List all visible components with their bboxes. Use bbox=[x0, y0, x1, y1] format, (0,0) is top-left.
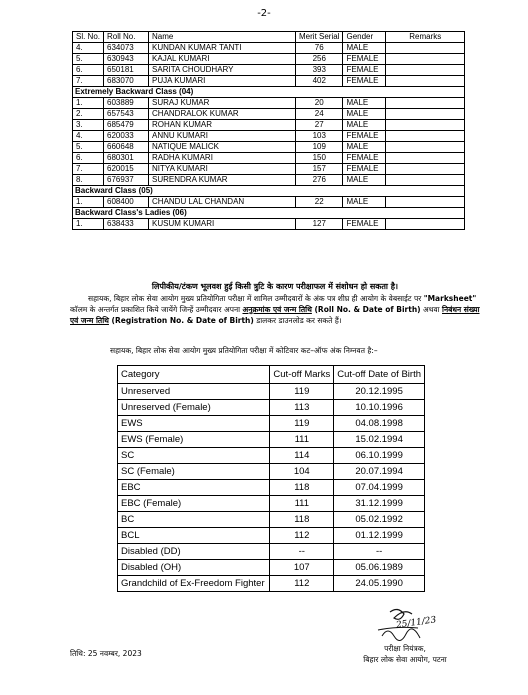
header-name: Name bbox=[149, 32, 296, 43]
header-roll: Roll No. bbox=[104, 32, 149, 43]
cutoff-cell-marks: 119 bbox=[270, 384, 334, 400]
cell-remarks bbox=[386, 120, 465, 131]
para1-part-f: अथवा bbox=[420, 305, 442, 314]
cell-roll: 630943 bbox=[104, 54, 149, 65]
cutoff-cell-dob: 05.02.1992 bbox=[334, 512, 425, 528]
cell-gender: FEMALE bbox=[343, 76, 386, 87]
cutoff-cell-marks: 111 bbox=[270, 496, 334, 512]
table-row bbox=[73, 76, 465, 87]
cell-remarks bbox=[386, 197, 465, 208]
cutoff-cell-category: EWS bbox=[118, 416, 270, 432]
cell-remarks bbox=[386, 153, 465, 164]
table-row bbox=[73, 131, 465, 142]
cell-gender: MALE bbox=[343, 109, 386, 120]
cutoff-cell-category: Disabled (DD) bbox=[118, 544, 270, 560]
cell-roll: 685479 bbox=[104, 120, 149, 131]
cell-remarks bbox=[386, 142, 465, 153]
cell-name: NATIQUE MALICK bbox=[149, 142, 296, 153]
cell-merit: 76 bbox=[296, 43, 343, 54]
cell-roll: 634073 bbox=[104, 43, 149, 54]
cutoff-cell-dob: 07.04.1999 bbox=[334, 480, 425, 496]
table-row bbox=[73, 153, 465, 164]
table-row bbox=[73, 54, 465, 65]
cell-remarks bbox=[386, 109, 465, 120]
cell-roll: 608400 bbox=[104, 197, 149, 208]
cutoff-row bbox=[118, 560, 425, 576]
cutoff-cell-marks: 119 bbox=[270, 416, 334, 432]
cutoff-row bbox=[118, 496, 425, 512]
cell-name: KAJAL KUMARI bbox=[149, 54, 296, 65]
para1-part-c: कॉलम के अन्तर्गत प्रकाशित किये जायेंगे जिन्हें उम्मीदवार अपना bbox=[70, 305, 243, 314]
cell-name: SURAJ KUMAR bbox=[149, 98, 296, 109]
cell-roll: 638433 bbox=[104, 219, 149, 230]
header-remarks: Remarks bbox=[386, 32, 465, 43]
cell-gender: FEMALE bbox=[343, 65, 386, 76]
cutoff-cell-dob: -- bbox=[334, 544, 425, 560]
cutoff-row bbox=[118, 544, 425, 560]
cell-remarks bbox=[386, 164, 465, 175]
cutoff-row bbox=[118, 384, 425, 400]
cell-roll: 620015 bbox=[104, 164, 149, 175]
issue-date: तिथि: 25 नवम्बर, 2023 bbox=[70, 649, 142, 658]
cutoff-cell-dob: 15.02.1994 bbox=[334, 432, 425, 448]
notes-paragraph-1 bbox=[70, 293, 480, 326]
section-row bbox=[73, 87, 465, 98]
section-heading: Backward Class's Ladies (06) bbox=[73, 208, 465, 219]
section-row bbox=[73, 208, 465, 219]
cell-name: CHANDRALOK KUMAR bbox=[149, 109, 296, 120]
cell-roll: 657543 bbox=[104, 109, 149, 120]
cell-sl: 4. bbox=[73, 43, 104, 54]
cutoff-cell-dob: 01.12.1999 bbox=[334, 528, 425, 544]
cell-gender: FEMALE bbox=[343, 131, 386, 142]
cutoff-row bbox=[118, 576, 425, 592]
section-heading: Backward Class (05) bbox=[73, 186, 465, 197]
para1-reg-dob-en: (Registration No. & Date of Birth) bbox=[108, 316, 254, 325]
cell-sl: 1. bbox=[73, 98, 104, 109]
cell-remarks bbox=[386, 219, 465, 230]
cell-gender: MALE bbox=[343, 175, 386, 186]
cell-roll: 676937 bbox=[104, 175, 149, 186]
cell-remarks bbox=[386, 175, 465, 186]
cutoff-cell-category: Disabled (OH) bbox=[118, 560, 270, 576]
cell-merit: 157 bbox=[296, 164, 343, 175]
cutoff-cell-dob: 05.06.1989 bbox=[334, 560, 425, 576]
table-row bbox=[73, 43, 465, 54]
cutoff-header-row bbox=[118, 366, 425, 384]
cutoff-cell-marks: 107 bbox=[270, 560, 334, 576]
cell-sl: 8. bbox=[73, 175, 104, 186]
cell-roll: 650181 bbox=[104, 65, 149, 76]
candidates-table bbox=[72, 31, 465, 230]
cell-gender: FEMALE bbox=[343, 153, 386, 164]
cell-merit: 20 bbox=[296, 98, 343, 109]
cutoff-row bbox=[118, 432, 425, 448]
cell-gender: MALE bbox=[343, 197, 386, 208]
cell-gender: FEMALE bbox=[343, 54, 386, 65]
cell-name: NITYA KUMARI bbox=[149, 164, 296, 175]
cell-gender: MALE bbox=[343, 98, 386, 109]
cutoff-cell-marks: 112 bbox=[270, 576, 334, 592]
cutoff-cell-dob: 04.08.1998 bbox=[334, 416, 425, 432]
table-row bbox=[73, 65, 465, 76]
cell-sl: 1. bbox=[73, 219, 104, 230]
cell-merit: 22 bbox=[296, 197, 343, 208]
cutoff-row bbox=[118, 512, 425, 528]
cutoff-cell-marks: 111 bbox=[270, 432, 334, 448]
cell-merit: 109 bbox=[296, 142, 343, 153]
cell-sl: 5. bbox=[73, 142, 104, 153]
cell-merit: 393 bbox=[296, 65, 343, 76]
cutoff-cell-category: SC (Female) bbox=[118, 464, 270, 480]
cell-roll: 660648 bbox=[104, 142, 149, 153]
cell-name: CHANDU LAL CHANDAN bbox=[149, 197, 296, 208]
cell-sl: 7. bbox=[73, 164, 104, 175]
cutoff-row bbox=[118, 464, 425, 480]
cell-sl: 6. bbox=[73, 153, 104, 164]
cutoff-cell-marks: 118 bbox=[270, 480, 334, 496]
cell-sl: 5. bbox=[73, 54, 104, 65]
section-heading: Extremely Backward Class (04) bbox=[73, 87, 465, 98]
cutoff-cell-dob: 10.10.1996 bbox=[334, 400, 425, 416]
cutoff-cell-marks: 112 bbox=[270, 528, 334, 544]
cutoff-cell-category: BCL bbox=[118, 528, 270, 544]
cutoff-row bbox=[118, 528, 425, 544]
cutoff-cell-category: EBC (Female) bbox=[118, 496, 270, 512]
cell-name: SARITA CHOUDHARY bbox=[149, 65, 296, 76]
para1-part-i: डालकर डाउनलोड कर सकते हैं। bbox=[253, 316, 342, 325]
cutoff-cell-category: Grandchild of Ex-Freedom Fighter bbox=[118, 576, 270, 592]
cell-sl: 1. bbox=[73, 197, 104, 208]
cell-merit: 27 bbox=[296, 120, 343, 131]
cell-sl: 6. bbox=[73, 65, 104, 76]
cutoff-cell-category: Unreserved bbox=[118, 384, 270, 400]
section-row bbox=[73, 186, 465, 197]
cell-roll: 603889 bbox=[104, 98, 149, 109]
cutoff-cell-dob: 31.12.1999 bbox=[334, 496, 425, 512]
cutoff-cell-dob: 06.10.1999 bbox=[334, 448, 425, 464]
table-row bbox=[73, 175, 465, 186]
cutoff-cell-dob: 20.07.1994 bbox=[334, 464, 425, 480]
cell-name: PUJA KUMARI bbox=[149, 76, 296, 87]
cell-sl: 2. bbox=[73, 109, 104, 120]
cell-merit: 276 bbox=[296, 175, 343, 186]
cell-gender: MALE bbox=[343, 142, 386, 153]
cutoff-header-dob: Cut-off Date of Birth bbox=[334, 366, 425, 384]
cell-gender: FEMALE bbox=[343, 164, 386, 175]
cell-roll: 680301 bbox=[104, 153, 149, 164]
cell-merit: 103 bbox=[296, 131, 343, 142]
cutoff-cell-marks: 118 bbox=[270, 512, 334, 528]
cell-merit: 150 bbox=[296, 153, 343, 164]
cell-roll: 683070 bbox=[104, 76, 149, 87]
table-row bbox=[73, 197, 465, 208]
cell-name: SURENDRA KUMAR bbox=[149, 175, 296, 186]
header-merit: Merit Serial bbox=[296, 32, 343, 43]
cell-sl: 4. bbox=[73, 131, 104, 142]
table-header-row bbox=[73, 32, 465, 43]
table-row bbox=[73, 164, 465, 175]
cell-name: ROHAN KUMAR bbox=[149, 120, 296, 131]
cell-sl: 3. bbox=[73, 120, 104, 131]
table-row bbox=[73, 109, 465, 120]
cutoff-header-category: Category bbox=[118, 366, 270, 384]
cutoff-cell-marks: 113 bbox=[270, 400, 334, 416]
cutoff-cell-marks: -- bbox=[270, 544, 334, 560]
cell-merit: 402 bbox=[296, 76, 343, 87]
para1-roll-dob-en: (Roll No. & Date of Birth) bbox=[311, 305, 421, 314]
cell-merit: 256 bbox=[296, 54, 343, 65]
cell-merit: 127 bbox=[296, 219, 343, 230]
page-number: -2- bbox=[257, 8, 271, 19]
cutoff-row bbox=[118, 448, 425, 464]
cell-remarks bbox=[386, 43, 465, 54]
notes-title: लिपीकीय/टंकण भूलवश हुई किसी त्रुटि के कारण परीक्षाफल में संशोधन हो सकता है। bbox=[151, 282, 399, 291]
cutoff-header-marks: Cut-off Marks bbox=[270, 366, 334, 384]
cell-remarks bbox=[386, 131, 465, 142]
header-sl: Sl. No. bbox=[73, 32, 104, 43]
para1-reg-dob: निबंधन संख्या एवं जन्म तिथि bbox=[70, 305, 480, 325]
table-row bbox=[73, 142, 465, 153]
cell-remarks bbox=[386, 98, 465, 109]
cell-sl: 7. bbox=[73, 76, 104, 87]
notes-paragraph-2: सहायक, बिहार लोक सेवा आयोग मुख्य प्रतियोगिता परीक्षा में कोटिवार कट–ऑफ अंक निम्नवत है:– bbox=[110, 346, 378, 355]
cell-name: RADHA KUMARI bbox=[149, 153, 296, 164]
signatory-block bbox=[330, 643, 480, 665]
cell-remarks bbox=[386, 65, 465, 76]
cell-merit: 24 bbox=[296, 109, 343, 120]
table-row bbox=[73, 219, 465, 230]
signatory-org: बिहार लोक सेवा आयोग, पटना bbox=[363, 655, 447, 664]
cell-gender: MALE bbox=[343, 43, 386, 54]
header-gender: Gender bbox=[343, 32, 386, 43]
table-row bbox=[73, 120, 465, 131]
cell-remarks bbox=[386, 54, 465, 65]
cutoff-cell-category: Unreserved (Female) bbox=[118, 400, 270, 416]
cell-name: KUSUM KUMARI bbox=[149, 219, 296, 230]
cutoff-cell-dob: 24.05.1990 bbox=[334, 576, 425, 592]
cell-gender: FEMALE bbox=[343, 219, 386, 230]
para1-marksheet: "Marksheet" bbox=[423, 294, 477, 303]
signatory-title: परीक्षा नियंत्रक, bbox=[384, 644, 426, 653]
para1-roll-dob: अनुक्रमांक एवं जन्म तिथि bbox=[242, 305, 312, 314]
signature-date: 25/11/23 bbox=[395, 615, 437, 631]
cutoff-row bbox=[118, 400, 425, 416]
cutoff-cell-category: EBC bbox=[118, 480, 270, 496]
cell-gender: MALE bbox=[343, 120, 386, 131]
cutoff-cell-category: BC bbox=[118, 512, 270, 528]
cutoff-row bbox=[118, 416, 425, 432]
cutoff-row bbox=[118, 480, 425, 496]
cutoff-table bbox=[117, 365, 425, 592]
cell-roll: 620033 bbox=[104, 131, 149, 142]
cutoff-cell-category: EWS (Female) bbox=[118, 432, 270, 448]
table-row bbox=[73, 98, 465, 109]
cutoff-cell-dob: 20.12.1995 bbox=[334, 384, 425, 400]
cell-remarks bbox=[386, 76, 465, 87]
cutoff-cell-marks: 104 bbox=[270, 464, 334, 480]
cell-name: KUNDAN KUMAR TANTI bbox=[149, 43, 296, 54]
cutoff-cell-category: SC bbox=[118, 448, 270, 464]
cell-name: ANNU KUMARI bbox=[149, 131, 296, 142]
para1-part-a: सहायक, बिहार लोक सेवा आयोग मुख्य प्रतियोगिता परीक्षा में शामिल उम्मीदवारों के अंक पत्र शीघ्र ही आयोग के वेबसाईट पर bbox=[88, 294, 424, 303]
cutoff-cell-marks: 114 bbox=[270, 448, 334, 464]
